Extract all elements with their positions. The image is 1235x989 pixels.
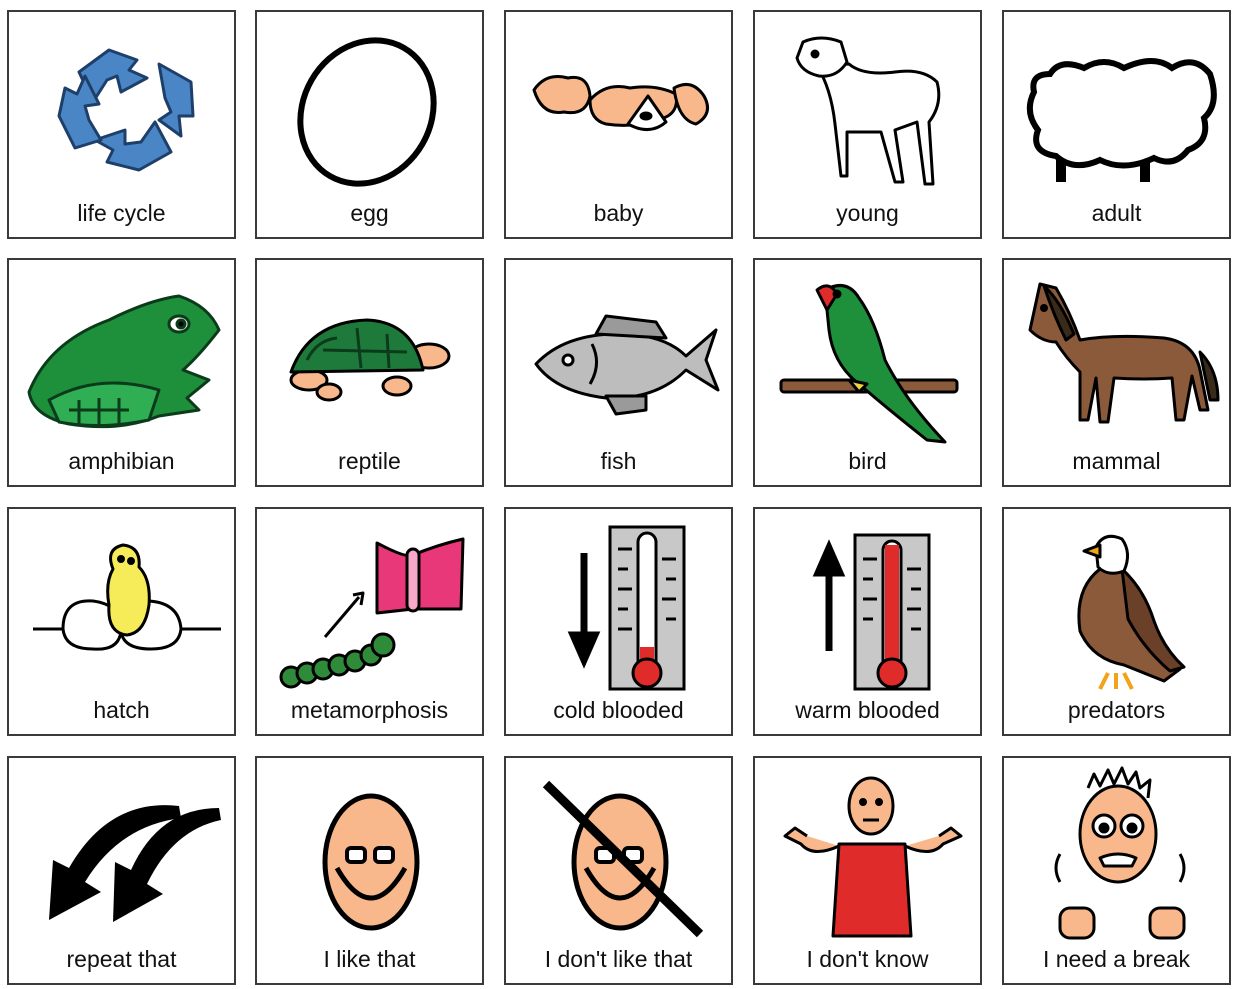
turtle-icon (257, 260, 482, 445)
card-label: young (836, 200, 899, 226)
baby-icon (506, 12, 731, 197)
card-amphibian[interactable] (7, 258, 236, 487)
card-repeat-that[interactable] (7, 756, 236, 985)
card-adult[interactable] (1002, 10, 1231, 239)
card-mammal[interactable] (1002, 258, 1231, 487)
card-label: hatch (93, 697, 150, 723)
card-egg[interactable] (255, 10, 484, 239)
card-hatch[interactable] (7, 507, 236, 736)
card-bird[interactable] (753, 258, 982, 487)
frog-icon (9, 260, 234, 445)
card-label: amphibian (68, 448, 175, 474)
card-label: reptile (338, 448, 401, 474)
eagle-icon (1004, 509, 1229, 694)
card-label: adult (1091, 200, 1142, 226)
card-label: metamorphosis (290, 697, 449, 723)
caterpillar-butterfly-icon (257, 509, 482, 694)
card-baby[interactable] (504, 10, 733, 239)
card-label: fish (600, 448, 637, 474)
thermometer-up-icon (755, 509, 980, 694)
card-metamorphosis[interactable] (255, 507, 484, 736)
sheep-icon (1004, 12, 1229, 197)
stressed-person-icon (1004, 758, 1229, 943)
card-label: I don't like that (544, 946, 693, 972)
lamb-icon (755, 12, 980, 197)
egg-outline-icon (257, 12, 482, 197)
recycle-arrows-icon (9, 12, 234, 197)
smiling-face-icon (257, 758, 482, 943)
crossed-out-face-icon (506, 758, 731, 943)
card-fish[interactable] (504, 258, 733, 487)
card-i-need-a-break[interactable] (1002, 756, 1231, 985)
card-label: I need a break (1042, 946, 1191, 972)
card-reptile[interactable] (255, 258, 484, 487)
card-label: egg (350, 200, 389, 226)
card-life-cycle[interactable] (7, 10, 236, 239)
card-label: mammal (1072, 448, 1161, 474)
fish-icon (506, 260, 731, 445)
thermometer-down-icon (506, 509, 731, 694)
card-i-dont-know[interactable] (753, 756, 982, 985)
card-predators[interactable] (1002, 507, 1231, 736)
card-label: life cycle (77, 200, 166, 226)
card-label: predators (1067, 697, 1166, 723)
card-warm-blooded[interactable] (753, 507, 982, 736)
card-young[interactable] (753, 10, 982, 239)
repeat-arrows-icon (9, 758, 234, 943)
card-cold-blooded[interactable] (504, 507, 733, 736)
card-i-like-that[interactable] (255, 756, 484, 985)
parrot-icon (755, 260, 980, 445)
card-label: cold blooded (553, 697, 684, 723)
card-label: baby (593, 200, 644, 226)
card-label: bird (848, 448, 887, 474)
hatching-chick-icon (9, 509, 234, 694)
card-label: warm blooded (795, 697, 940, 723)
shrugging-person-icon (755, 758, 980, 943)
horse-icon (1004, 260, 1229, 445)
card-i-dont-like-that[interactable] (504, 756, 733, 985)
card-label: repeat that (66, 946, 177, 972)
card-label: I don't know (806, 946, 929, 972)
card-label: I like that (323, 946, 416, 972)
